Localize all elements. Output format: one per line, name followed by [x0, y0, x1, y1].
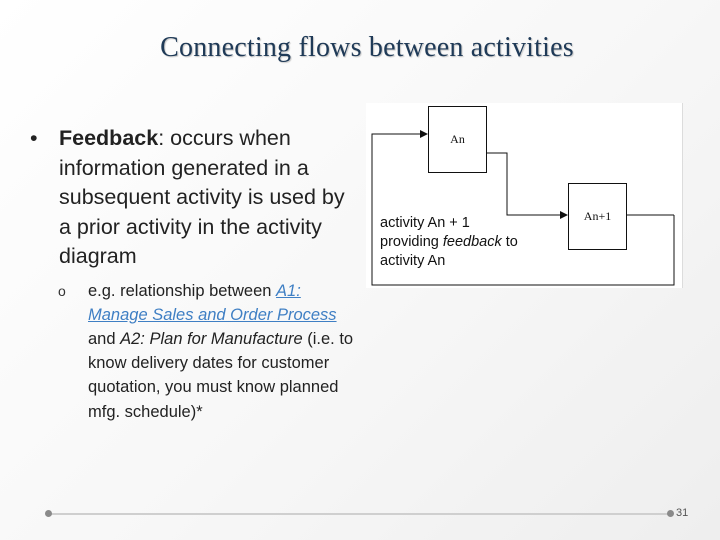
- flow-arrow: [486, 153, 567, 215]
- page-number: 31: [676, 507, 689, 519]
- sub-bullet-marker: o: [58, 282, 66, 299]
- a1-link[interactable]: A1: Manage Sales and Order Process: [88, 281, 337, 324]
- sub-bullet-text: [88, 279, 360, 424]
- bullet-item: [30, 124, 360, 272]
- bullet-term: Feedback: [59, 126, 159, 150]
- caption-to: to: [501, 234, 518, 250]
- slide-title: Connecting flows between activities: [160, 32, 574, 63]
- sub-bullet-prefix: e.g. relationship between: [88, 281, 277, 300]
- feedback-diagram: [366, 103, 682, 288]
- footer-dot-right: [667, 510, 674, 517]
- sub-bullet-suffix: (i.e. to know delivery dates for customer quotation, you must know planned mfg. schedule)*: [88, 329, 354, 421]
- footer-dot-left: [45, 510, 52, 517]
- diagram-caption: [380, 214, 565, 271]
- sub-bullet-and: and: [88, 329, 121, 348]
- caption-providing: providing: [380, 234, 443, 250]
- caption-feedback: feedback: [442, 234, 502, 250]
- caption-line-3: activity An: [380, 253, 446, 269]
- activity-box-an-plus-1-label: An+1: [583, 209, 612, 223]
- bullet-text: [59, 124, 360, 272]
- sub-bullet-item: [58, 279, 360, 424]
- caption-line-2: [380, 233, 565, 252]
- activity-box-an-label: An: [450, 132, 465, 146]
- bullet-description: : occurs when information generated in a subsequent activity is used by a prior activity in the activity diagram: [59, 126, 345, 268]
- footer-divider: [48, 513, 670, 515]
- bullet-marker: •: [30, 126, 38, 150]
- activity-box-an: [428, 106, 487, 173]
- bullet-list: [30, 124, 360, 424]
- caption-line-1: activity An + 1: [380, 215, 470, 231]
- a2-activity-name: A2: Plan for Manufacture: [120, 329, 303, 348]
- activity-box-an-plus-1: [568, 183, 627, 250]
- diagram-edge-divider: [682, 103, 683, 288]
